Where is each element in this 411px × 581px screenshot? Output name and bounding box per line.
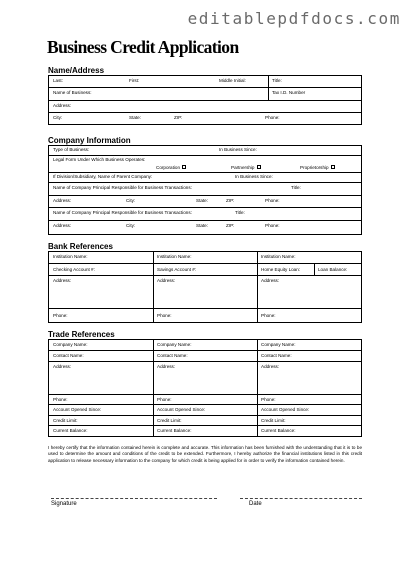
partnership-option[interactable]: Partnership	[231, 165, 261, 170]
trade3-opened-field[interactable]: Account Opened Since:	[261, 407, 310, 412]
division-since-field[interactable]: In Business Since:	[235, 174, 273, 180]
trade1-limit-field[interactable]: Credit Limit:	[53, 417, 78, 423]
trade-limit-row	[49, 416, 361, 427]
trade2-limit-field[interactable]: Credit Limit:	[157, 417, 182, 423]
bank-phone-row	[49, 309, 361, 321]
date-line[interactable]	[240, 498, 362, 499]
trade2-address-field[interactable]: Address:	[157, 363, 176, 369]
first-name-field[interactable]: First:	[129, 78, 140, 83]
trade-opened-row	[49, 405, 361, 416]
name-row	[49, 76, 361, 88]
principal-zip-field[interactable]: ZIP:	[226, 197, 235, 203]
bank-address-row	[49, 276, 361, 309]
bank1-institution-field[interactable]: Institution Name:	[53, 254, 88, 259]
trade-contact-row	[49, 351, 361, 362]
trade-box	[48, 339, 362, 437]
divider	[268, 76, 269, 87]
tax-id-field[interactable]: Tax I.D. Number	[272, 90, 306, 96]
principal-title-field[interactable]: Title:	[235, 210, 245, 216]
trade3-address-field[interactable]: Address:	[261, 363, 280, 369]
legal-form-row	[49, 156, 361, 174]
bank1-phone-field[interactable]: Phone:	[53, 312, 68, 318]
savings-account-field[interactable]: Savings Account #:	[157, 266, 197, 272]
bank2-phone-field[interactable]: Phone:	[157, 312, 172, 318]
principal-zip-field[interactable]: ZIP:	[226, 222, 235, 228]
trade-phone-row	[49, 395, 361, 406]
partnership-checkbox[interactable]	[257, 165, 261, 169]
title-field[interactable]: Title:	[272, 78, 282, 83]
state-field[interactable]: State:	[129, 114, 142, 120]
trade3-balance-field[interactable]: Current Balance:	[261, 428, 296, 433]
signature-line[interactable]	[51, 498, 217, 499]
principal-row-2	[49, 208, 361, 221]
trade1-address-field[interactable]: Address:	[53, 363, 72, 369]
zip-field[interactable]: ZIP:	[174, 114, 183, 120]
last-name-field[interactable]: Last:	[53, 78, 63, 83]
principal-state-field[interactable]: State:	[196, 222, 209, 228]
trade1-opened-field[interactable]: Account Opened Since:	[53, 407, 102, 412]
trade2-phone-field[interactable]: Phone:	[157, 396, 172, 402]
address-row	[49, 101, 361, 113]
principal-city-field[interactable]: City:	[126, 222, 136, 228]
principal-city-field[interactable]: City:	[126, 197, 136, 203]
signature-label: Signature	[51, 501, 77, 507]
checking-account-field[interactable]: Checking Account #:	[53, 266, 95, 272]
city-field[interactable]: City:	[53, 114, 63, 120]
loan-balance-field[interactable]: Loan Balance:	[318, 266, 348, 272]
bank3-phone-field[interactable]: Phone:	[261, 312, 276, 318]
principal-name-field[interactable]: Name of Company Principal Responsible for Business Transactions:	[53, 210, 192, 216]
type-of-business-field[interactable]: Type of Business:	[53, 147, 90, 152]
company-box	[48, 145, 362, 235]
phone-field[interactable]: Phone:	[265, 114, 280, 120]
principal-address-row-2	[49, 221, 361, 233]
trade-company-row	[49, 340, 361, 351]
bank1-address-field[interactable]: Address:	[53, 277, 72, 283]
bank2-institution-field[interactable]: Institution Name:	[157, 254, 192, 259]
trade3-company-field[interactable]: Company Name:	[261, 342, 296, 347]
trade2-company-field[interactable]: Company Name:	[157, 342, 192, 347]
legal-form-label: Legal Form Under Which Business Operates:	[53, 156, 146, 162]
principal-phone-field[interactable]: Phone:	[265, 197, 280, 203]
trade3-contact-field[interactable]: Contact Name:	[261, 353, 292, 358]
section-heading-trade: Trade References	[48, 330, 115, 339]
trade-address-row	[49, 362, 361, 395]
type-row	[49, 146, 361, 156]
certification-text: I hereby certify that the information contained herein is complete and accurate. This information has been furnished with the understanding that it is to be used to determine the amount and conditions of the credit to be extended. Furthermore, I hereby authorize the financial institutions listed in this credit application to release necessary information to the company for which credit is being applied for in order to verify the information contained herein.	[48, 445, 362, 463]
trade1-contact-field[interactable]: Contact Name:	[53, 353, 84, 358]
principal-state-field[interactable]: State:	[196, 197, 209, 203]
trade2-contact-field[interactable]: Contact Name:	[157, 353, 188, 358]
date-label: Date	[249, 501, 262, 507]
divider	[314, 264, 315, 275]
in-business-since-field[interactable]: In Business Since:	[219, 147, 257, 152]
principal-row-1	[49, 183, 361, 196]
trade3-limit-field[interactable]: Credit Limit:	[261, 417, 286, 423]
business-name-field[interactable]: Name of Business:	[53, 90, 92, 96]
proprietorship-checkbox[interactable]	[331, 165, 335, 169]
watermark-text: editablepdfdocs.com	[187, 9, 401, 28]
business-row	[49, 88, 361, 100]
parent-company-field[interactable]: If Division/Subsidiary, Name of Parent Company:	[53, 174, 153, 180]
bank2-address-field[interactable]: Address:	[157, 277, 176, 283]
principal-phone-field[interactable]: Phone:	[265, 222, 280, 228]
trade2-opened-field[interactable]: Account Opened Since:	[157, 407, 206, 412]
trade1-phone-field[interactable]: Phone:	[53, 396, 68, 402]
section-heading-bank: Bank References	[48, 242, 113, 251]
trade3-phone-field[interactable]: Phone:	[261, 396, 276, 402]
trade1-company-field[interactable]: Company Name:	[53, 342, 88, 347]
bank-account-row	[49, 264, 361, 276]
division-row	[49, 173, 361, 183]
trade2-balance-field[interactable]: Current Balance:	[157, 428, 192, 433]
bank-box	[48, 251, 362, 323]
trade1-balance-field[interactable]: Current Balance:	[53, 428, 88, 433]
corporation-checkbox[interactable]	[182, 165, 186, 169]
divider	[268, 88, 269, 99]
corporation-option[interactable]: Corporation	[156, 165, 186, 170]
bank-institution-row	[49, 252, 361, 264]
bank3-address-field[interactable]: Address:	[261, 277, 280, 283]
city-row	[49, 113, 361, 123]
address-field[interactable]: Address:	[53, 102, 72, 108]
home-equity-loan-field[interactable]: Home Equity Loan:	[261, 266, 301, 272]
section-heading-name-address: Name/Address	[48, 66, 105, 75]
page-title: Business Credit Application	[47, 37, 239, 57]
section-heading-company: Company Information	[48, 136, 131, 145]
proprietorship-option[interactable]: Proprietorship	[300, 165, 335, 170]
principal-address-field[interactable]: Address:	[53, 222, 72, 228]
principal-name-field[interactable]: Name of Company Principal Responsible for Business Transactions:	[53, 185, 192, 191]
principal-address-row-1	[49, 196, 361, 209]
trade-balance-row	[49, 426, 361, 436]
bank3-institution-field[interactable]: Institution Name:	[261, 254, 296, 259]
middle-initial-field[interactable]: Middle Initial:	[219, 78, 246, 83]
principal-title-field[interactable]: Title:	[291, 185, 301, 191]
name-address-box	[48, 75, 362, 125]
principal-address-field[interactable]: Address:	[53, 197, 72, 203]
